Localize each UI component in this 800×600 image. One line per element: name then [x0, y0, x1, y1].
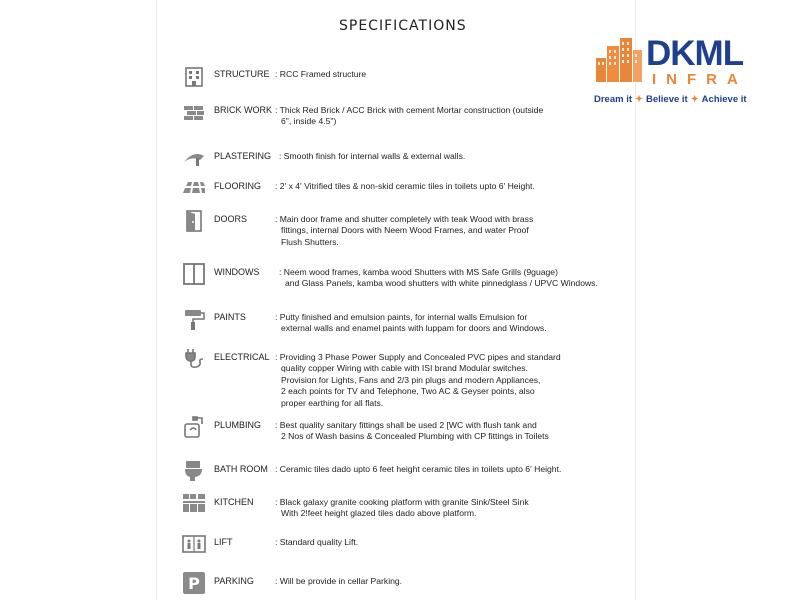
electrical-plug-icon — [182, 347, 206, 371]
spec-description — [275, 214, 533, 248]
lift-icon — [182, 532, 206, 556]
spec-description — [275, 420, 549, 443]
spec-description-line: : Neem wood frames, kamba wood Shutters with MS Safe Grills (9guage) — [279, 267, 558, 277]
window-icon — [182, 262, 206, 286]
spec-label: PLASTERING — [214, 151, 272, 161]
spec-label: KITCHEN — [214, 497, 254, 507]
spec-description-line: : Providing 3 Phase Power Supply and Concealed PVC pipes and standard — [275, 352, 561, 362]
paint-roller-icon — [182, 307, 206, 331]
spec-label: ELECTRICAL — [214, 352, 270, 362]
spec-description-line: fittings, internal Doors with Neem Wood Frames, and water Proof — [281, 225, 529, 236]
building-structure-icon — [182, 64, 206, 88]
tagline-part: Dream it — [594, 94, 633, 105]
spec-description-line: : Ceramic tiles dado upto 6 feet height ceramic tiles in toilets upto 6' Height. — [275, 464, 562, 474]
spec-description — [275, 105, 543, 128]
spec-description — [275, 464, 561, 475]
tagline-part: Believe it — [645, 94, 688, 105]
flooring-tiles-icon — [182, 176, 206, 200]
spec-description-line: : Main door frame and shutter completely with teak Wood with brass — [275, 214, 534, 224]
spec-description-line: : Black galaxy granite cooking platform with granite Sink/Steel Sink — [275, 497, 529, 507]
spec-description — [279, 151, 465, 162]
star-icon: ✦ — [690, 94, 699, 105]
spec-description-line: : Will be provide in cellar Parking. — [275, 576, 403, 586]
spec-description-line: Provision for Lights, Fans and 2/3 pin plugs and modern Appliances, — [281, 374, 541, 385]
spec-label: STRUCTURE — [214, 69, 270, 79]
spec-description-line: Flush Shutters. — [281, 236, 339, 247]
spec-label: FLOORING — [214, 181, 262, 191]
spec-description-line: and Glass Panels, kamba wood shutters with white pinnedglass / UPVC Windows. — [285, 278, 598, 289]
spec-label: PLUMBING — [214, 420, 262, 430]
plastering-trowel-icon — [182, 146, 206, 170]
spec-description-line: 6", inside 4.5") — [281, 116, 337, 127]
spec-description-line: : RCC Framed structure — [275, 69, 367, 79]
star-icon: ✦ — [635, 94, 643, 105]
door-icon — [182, 209, 206, 233]
parking-icon — [182, 571, 206, 595]
spec-description-line: : Putty finished and emulsion paints, for internal walls Emulsion for — [275, 312, 528, 322]
spec-label: PARKING — [214, 576, 254, 586]
spec-description — [279, 267, 598, 290]
spec-description — [275, 181, 535, 192]
tagline-part: Achieve it — [701, 94, 747, 105]
plumbing-pipe-icon — [182, 415, 206, 439]
dkml-logo — [594, 34, 774, 110]
spec-description-line: : Standard quality Lift. — [275, 537, 359, 547]
spec-description — [275, 537, 358, 548]
spec-description-line: external walls and enamel paints with luppam for doors and Windows. — [281, 323, 547, 334]
spec-description — [275, 69, 366, 80]
spec-description-line: : 2' x 4' Vitrified tiles & non-skid ceramic tiles in toilets upto 6' Height. — [275, 181, 535, 191]
svg-text:P: P — [188, 574, 200, 593]
spec-description — [275, 312, 547, 335]
kitchen-icon — [182, 492, 206, 516]
spec-label: PAINTS — [214, 312, 246, 322]
brick-wall-icon — [182, 100, 206, 124]
page-title: SPECIFICATIONS — [339, 18, 467, 34]
spec-description-line: : Thick Red Brick / ACC Brick with cement Mortar construction (outside — [275, 105, 544, 115]
spec-label: WINDOWS — [214, 267, 260, 277]
spec-description-line: : Smooth finish for internal walls & external walls. — [279, 151, 466, 161]
buildings-logo-icon — [594, 36, 644, 84]
spec-description-line: 2 each points for TV and Telephone, Two AC & Geyser points, also — [281, 386, 535, 397]
toilet-icon — [182, 459, 206, 483]
spec-description-line: With 2!feet height glazed tiles dado above platform. — [281, 508, 477, 519]
spec-description — [275, 352, 561, 409]
spec-label: BRICK WORK — [214, 105, 273, 115]
spec-label: DOORS — [214, 214, 248, 224]
spec-label: BATH ROOM — [214, 464, 268, 474]
spec-description-line: proper earthing for all flats. — [281, 397, 384, 408]
logo-sub: INFRA — [652, 71, 748, 88]
spec-description — [275, 576, 402, 587]
spec-description-line: quality copper Wiring with cable with ISI brand Modular switches. — [281, 363, 528, 374]
spec-label: LIFT — [214, 537, 233, 547]
logo-name: DKML — [646, 34, 744, 73]
spec-description — [275, 497, 529, 520]
spec-description-line: 2 Nos of Wash basins & Concealed Plumbing with CP fittings in Toilets — [281, 431, 549, 442]
logo-tagline — [594, 94, 747, 106]
spec-description-line: : Best quality sanitary fittings shall be used 2 [WC with flush tank and — [275, 420, 537, 430]
